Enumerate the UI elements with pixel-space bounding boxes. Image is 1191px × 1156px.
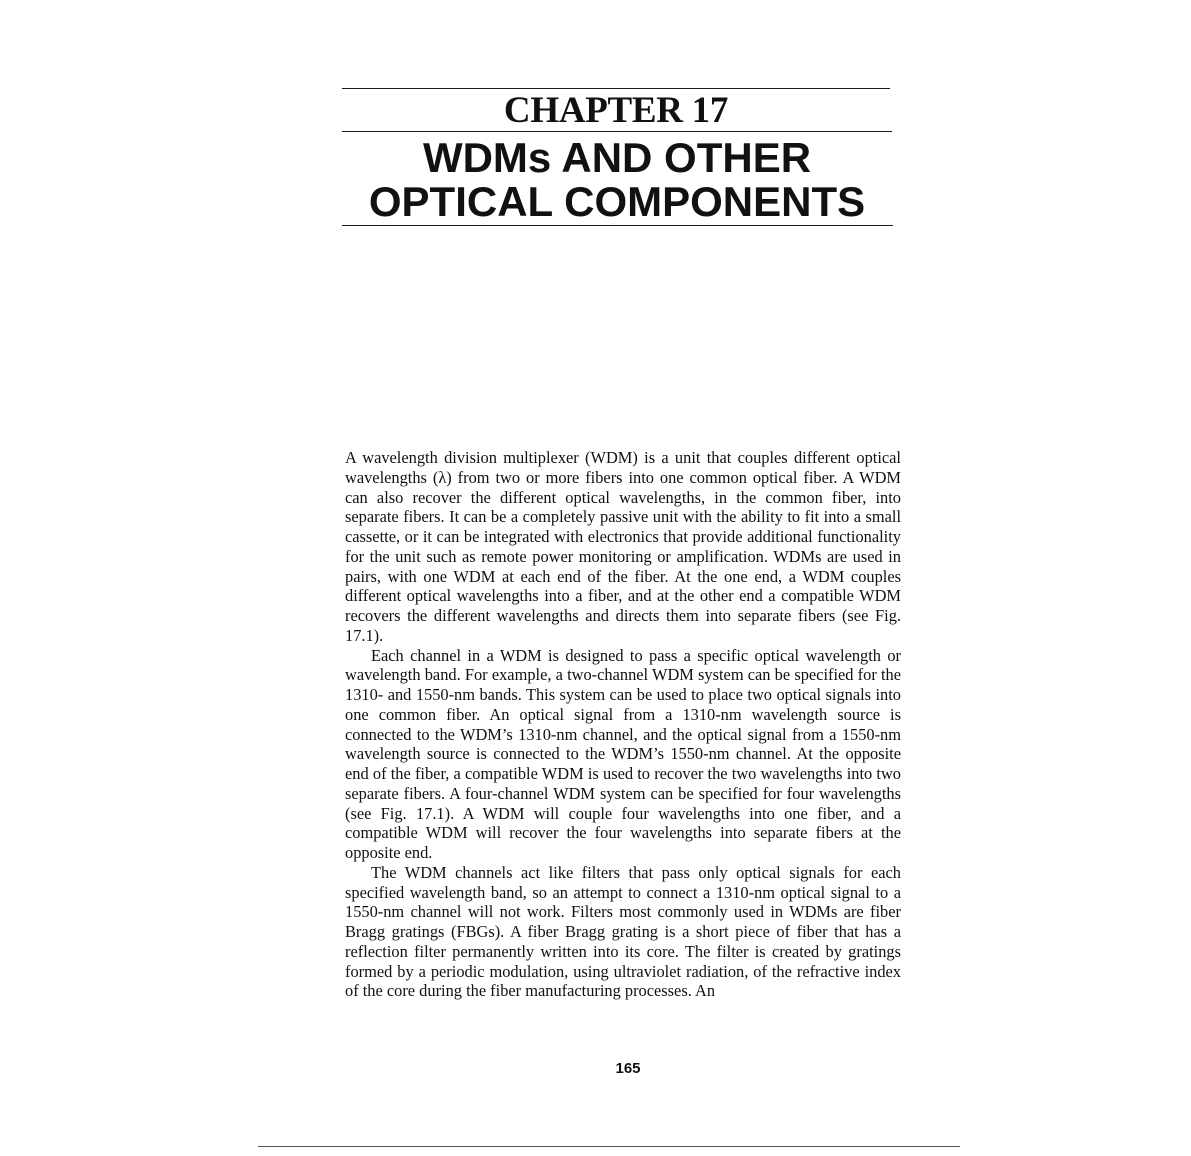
middle-rule <box>342 131 892 132</box>
page-number: 165 <box>615 1060 641 1077</box>
bottom-rule <box>342 225 893 226</box>
chapter-label: CHAPTER 17 <box>503 90 729 131</box>
body-text <box>345 448 901 1001</box>
footer-rule <box>258 1146 960 1147</box>
chapter-title-line-1: WDMs AND OTHER <box>422 134 812 181</box>
chapter-title <box>342 136 892 224</box>
paragraph-1: A wavelength division multiplexer (WDM) is a unit that couples different optical wavelengths (λ) from two or more fibers into one common optical fiber. A WDM can also recover the different optical wavelengths, in the common fiber, into separate fibers. It can be a completely passive unit with the ability to fit into a small cassette, or it can be integrated with electronics that provide additional functionality for the unit such as remote power monitoring or amplification. WDMs are used in pairs, with one WDM at each end of the fiber. At the one end, a WDM couples different optical wavelengths into a fiber, and at the other end a compatible WDM recovers the different wavelengths and directs them into separate fibers (see Fig. 17.1). <box>345 448 901 645</box>
chapter-title-line-2: OPTICAL COMPONENTS <box>368 178 866 225</box>
paragraph-2: Each channel in a WDM is designed to pass a specific optical wavelength or wavelength band. For example, a two-channel WDM system can be specified for the 1310- and 1550-nm bands. This system can be used to place two optical signals into one common fiber. An optical signal from a 1310-nm wavelength source is connected to the WDM’s 1310-nm channel, and the optical signal from a 1550-nm wavelength source is connected to the WDM’s 1550-nm channel. At the opposite end of the fiber, a compatible WDM is used to recover the two wavelengths into two separate fibers. A four-channel WDM system can be specified for four wavelengths (see Fig. 17.1). A WDM will couple four wavelengths into one fiber, and a compatible WDM will recover the four wavelengths into separate fibers at the opposite end. <box>345 645 901 862</box>
paragraph-3: The WDM channels act like filters that pass only optical signals for each specified wavelength band, so an attempt to connect a 1310-nm optical signal to a 1550-nm channel will not work. Filters most commonly used in WDMs are fiber Bragg gratings (FBGs). A fiber Bragg grating is a short piece of fiber that has a reflection filter permanently written into its core. The filter is created by gratings formed by a periodic modulation, using ultraviolet radiation, of the refractive index of the core during the fiber manufacturing processes. An <box>345 862 901 1001</box>
